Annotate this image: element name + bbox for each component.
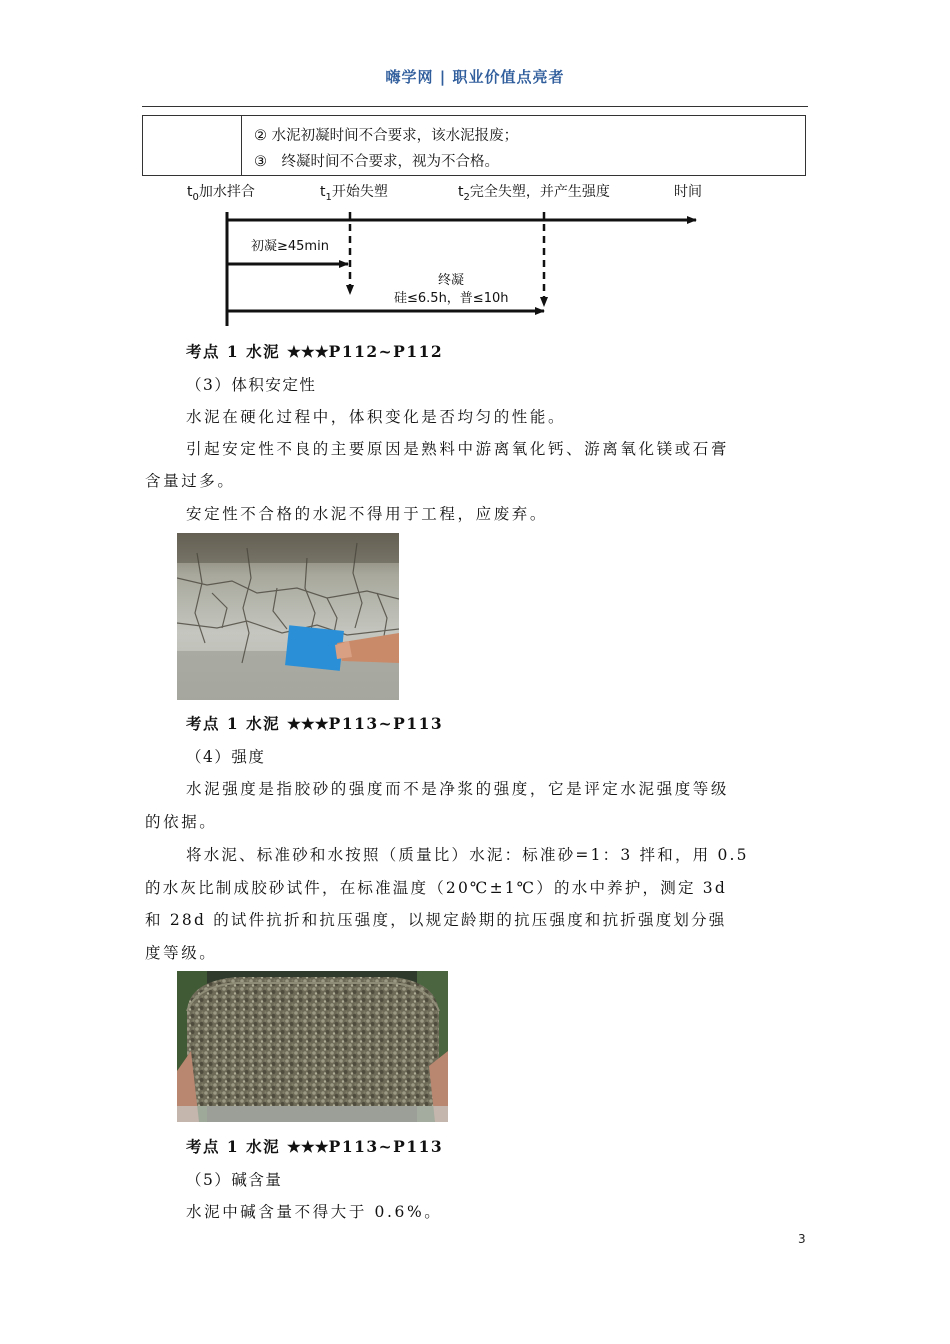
paragraph: 水泥中碱含量不得大于 0.6%。 [186, 1203, 443, 1221]
paragraph: 度等级。 [145, 944, 218, 962]
final-set-label: 终凝 [438, 273, 465, 288]
table-line-3: ③ 终凝时间不合要求，视为不合格。 [254, 154, 499, 170]
star-rating-icon: ★★★ [286, 1137, 329, 1156]
section-heading-alkali: （5）碱含量 [186, 1171, 283, 1189]
page-header-title: 嗨学网 | 职业价值点亮者 [385, 68, 565, 86]
header-divider [142, 106, 808, 107]
star-rating-icon: ★★★ [286, 714, 329, 733]
section-heading-soundness: （3）体积安定性 [186, 376, 317, 394]
paragraph: 水泥强度是指胶砂的强度而不是净浆的强度，它是评定水泥强度等级 [186, 780, 730, 798]
mortar-sample-photo [177, 971, 448, 1122]
paragraph: 含量过多。 [145, 472, 236, 490]
keypoint-heading-3: 考点 1 水泥 ★★★P113~P113 [186, 1137, 444, 1156]
paragraph: 的依据。 [145, 813, 218, 831]
table-column-divider [241, 115, 242, 176]
paragraph: 引起安定性不良的主要原因是熟料中游离氧化钙、游离氧化镁或石膏 [186, 440, 730, 458]
keypoint-heading-1: 考点 1 水泥 ★★★P112~P112 [186, 342, 444, 361]
setting-time-diagram [150, 178, 750, 328]
final-set-values: 硅≤6.5h，普≤10h [394, 291, 509, 306]
paragraph: 和 28d 的试件抗折和抗压强度，以规定龄期的抗压强度和抗折强度划分强 [145, 911, 727, 929]
paragraph: 的水灰比制成胶砂试件，在标准温度（20℃±1℃）的水中养护，测定 3d [145, 879, 727, 897]
paragraph: 水泥在硬化过程中，体积变化是否均匀的性能。 [186, 408, 567, 426]
t0-label: $t_0$加水拌合 [187, 184, 255, 203]
section-heading-strength: （4）强度 [186, 748, 266, 766]
page-number: 3 [798, 1232, 806, 1246]
t2-label: $t_2$完全失塑，并产生强度 [458, 184, 610, 203]
cracked-wall-photo [177, 533, 399, 700]
time-axis-label: 时间 [674, 184, 702, 200]
t1-label: $t_1$开始失塑 [320, 184, 388, 203]
table-line-2: ② 水泥初凝时间不合要求，该水泥报废； [254, 128, 519, 144]
paragraph: 安定性不合格的水泥不得用于工程，应废弃。 [186, 505, 549, 523]
paragraph: 将水泥、标准砂和水按照（质量比）水泥：标准砂=1：3 拌和，用 0.5 [186, 846, 749, 864]
keypoint-heading-2: 考点 1 水泥 ★★★P113~P113 [186, 714, 444, 733]
star-rating-icon: ★★★ [286, 342, 329, 361]
initial-set-label: 初凝≥45min [251, 239, 329, 254]
